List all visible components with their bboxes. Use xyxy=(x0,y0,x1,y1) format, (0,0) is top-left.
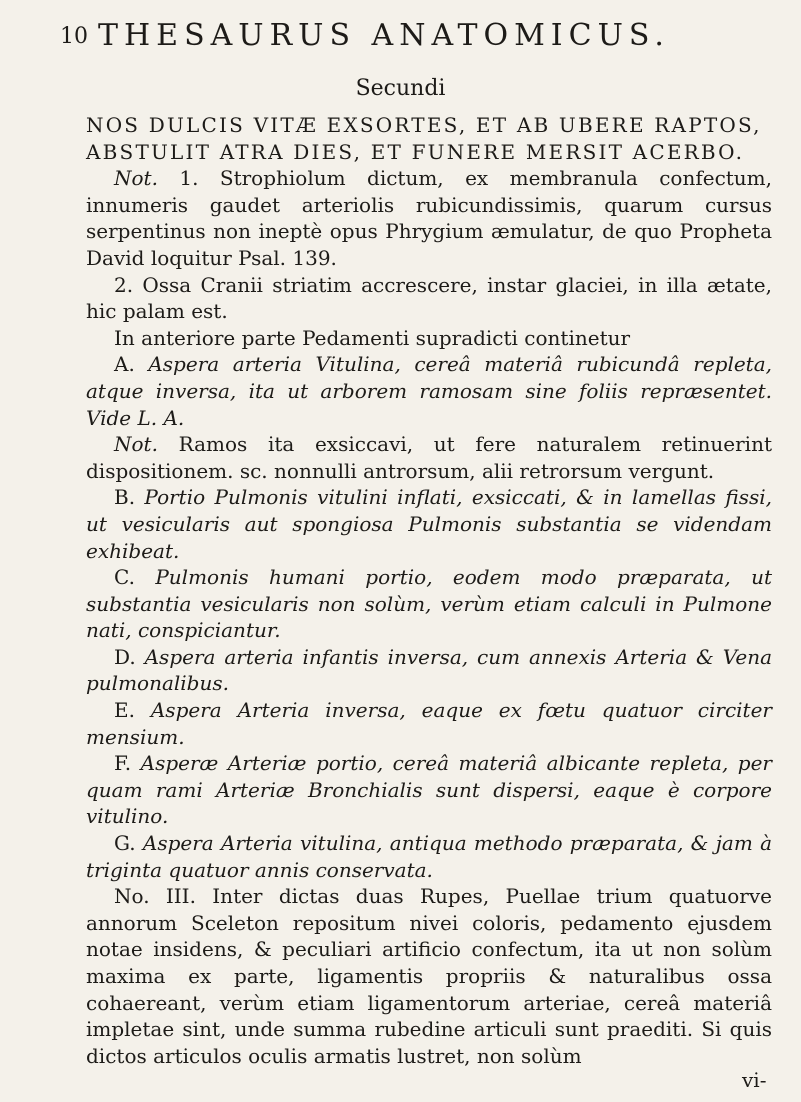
item-f-label: F. xyxy=(114,751,132,776)
item-e-text: Aspera Arteria inversa, eaque ex fœtu quatuor circiter mensium. xyxy=(86,698,772,749)
item-c-text: Pulmonis humani portio, eodem modo præparata, ut substantia vesicularis non solùm, verùm etiam calculi in Pulmone nati, conspiciantur. xyxy=(86,565,773,643)
page-header xyxy=(60,18,780,58)
item-f xyxy=(86,750,772,830)
item-d-label: D. xyxy=(114,644,136,669)
note-1-label: Not. xyxy=(114,166,158,191)
item-g xyxy=(86,830,772,883)
item-b-text: Portio Pulmonis vitulini inflati, exsiccati, & in lamellas fissi, ut vesicularis aut spongiosa Pulmonis substantia se videndam exhibeat. xyxy=(86,485,772,563)
item-d-text: Aspera arteria infantis inversa, cum annexis Arteria & Vena pulmonalibus. xyxy=(86,644,772,696)
intro-line: In anteriore parte Pedamenti supradicti continetur xyxy=(114,325,631,350)
item-d xyxy=(86,644,772,697)
item-f-text: Asperæ Arteriæ portio, cereâ materiâ albicante repleta, per quam rami Arteriæ Bronchialis sunt dispersi, eaque è corpore vitulino. xyxy=(86,751,772,829)
catchword: vi- xyxy=(742,1068,767,1092)
note-a-label: Not. xyxy=(114,432,158,457)
item-g-text: Aspera Arteria vitulina, antiqua methodo præparata, & jam à triginta quatuor annis conservata. xyxy=(86,831,772,882)
running-head: THESAURUS ANATOMICUS. xyxy=(98,18,670,53)
item-g-label: G. xyxy=(114,831,136,856)
verse-line-2: ABSTULIT ATRA DIES, ET FUNERE MERSIT ACERBO. xyxy=(86,139,745,164)
note-1 xyxy=(86,165,772,271)
item-a xyxy=(86,351,772,431)
note-2: 2. Ossa Cranii striatim accrescere, instar glaciei, in illa ætate, hic palam est. xyxy=(86,272,772,324)
section-3-label: No. III. xyxy=(114,884,196,909)
item-c-label: C. xyxy=(114,565,135,590)
note-1-text: 1. Strophiolum dictum, ex membranula confectum, innumeris gaudet arteriolis rubicundissimis, quarum cursus serpentinus non ineptè opus Phrygium æmulatur, de quo Propheta David loquitur Psal. 139. xyxy=(86,166,773,270)
verse-line-1: NOS DULCIS VITÆ EXSORTES, ET AB UBERE RAPTOS, xyxy=(86,113,762,137)
item-b-label: B. xyxy=(114,485,136,510)
section-subhead: Secundi xyxy=(355,76,446,101)
item-c xyxy=(86,564,772,644)
note-a-text: Ramos ita exsiccavi, ut fere naturalem retinuerint dispositionem. sc. nonnulli antrorsum, alii retrorsum vergunt. xyxy=(86,432,772,483)
item-e xyxy=(86,697,772,750)
item-a-label: A. xyxy=(114,352,135,377)
body-text xyxy=(86,112,772,1069)
item-b xyxy=(86,484,772,564)
section-3 xyxy=(86,883,772,1069)
note-a xyxy=(86,431,772,484)
item-e-label: E. xyxy=(114,698,135,723)
section-3-text: Inter dictas duas Rupes, Puellae trium quatuorve annorum Sceleton repositum nivei coloris, pedamento ejusdem notae insidens, & peculiari artificio confectum, ita ut non solùm maxima ex parte, ligamentis propriis & naturalibus ossa cohaereant, verùm etiam ligamentorum arteriae, cereâ materiâ impletae sint, unde summa rubedine articuli sunt praediti. Si quis dictos articulos oculis armatis lustret, non solùm xyxy=(86,884,772,1068)
page-number: 10 xyxy=(60,24,88,49)
item-a-text: Aspera arteria Vitulina, cereâ materiâ rubicundâ repleta, atque inversa, ita ut arborem ramosam sine foliis repræsentet. Vide L. A. xyxy=(86,352,773,430)
